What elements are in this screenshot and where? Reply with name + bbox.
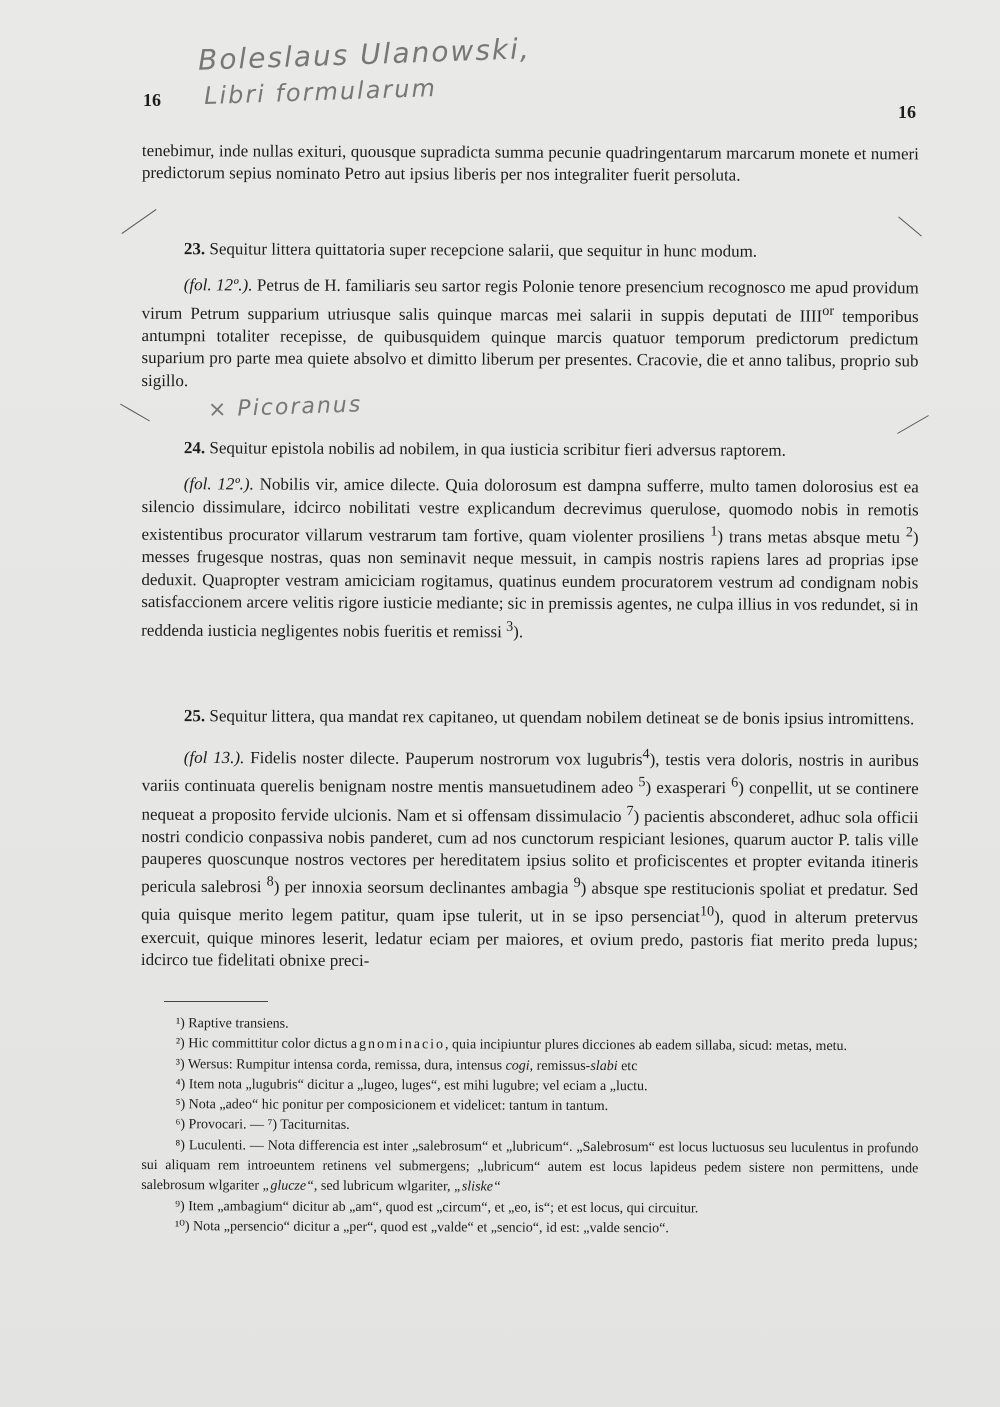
footnote-ref: 6 [731,775,739,792]
section-title: Sequitur epistola nobilis ad nobilem, in qua iusticia scribitur fieri adversus raptorem. [209,438,786,460]
body-text: temporibus antumpni totaliter recepisse, de quibusquidem quinque marcis quatuor temporum predictorum predictum suparium pro parte mea quiete absolvo et dimitto liberum per presentes. Cracovie, die et anno talibus, proprio sub sigillo. [141,306,919,390]
footnote-term: „sliske“ [454,1179,501,1195]
footnote-text: Taciturnitas. [280,1118,350,1134]
folio-reference: (fol. 12º.). [183,275,253,295]
section-23-title [142,238,919,264]
body-text: Fidelis noster dilecte. Pauperum nostrorum vox lugubris [250,748,643,770]
body-text: exasperari [651,778,727,798]
page-number-left: 16 [143,90,161,110]
footnote-text: Raptive transiens. [188,1016,289,1032]
footnote-ref: 9 [573,875,581,892]
footnote-text: Luculenti. — Nota differencia est inter „salebrosum“ et „lubricum“. „Salebrosum“ est locus luctuosus seu luculentus in profundo sui aliquam rem introeuntem retinens vel submergens; „lubricum“ autem est locus lapideus pedem sistere non permittens, unde salebrosum wlgariter [141,1137,919,1194]
footnote-marker: ⁸) [175,1137,186,1153]
section-25 [141,705,919,975]
margin-mark [897,415,929,434]
footnote-text: Nota „persencio“ dicitur a „per“, quod est „valde“ et „sencio“, id est: „valde sencio“. [193,1219,669,1237]
footnote-marker: ⁵) [175,1097,186,1113]
body-text: trans metas absque metu [723,527,901,548]
body-text: absque spe restitucionis spoliat et predatur. Sed quia quisque merito legem patitur, quam ipse tulerit, ut in se ipso persenciat [141,879,919,927]
footnote-marker: ⁴) [175,1077,186,1093]
footnote-ref: 5 [638,774,646,791]
footnote-text: Item „ambagium“ dicitur ab „am“, quod est „circum“, et „eo, is“; et est locus, qui circuitur. [188,1198,699,1217]
section-title: Sequitur littera quittatoria super recepcione salarii, que sequitur in hunc modum. [209,239,758,261]
margin-mark [122,209,157,234]
footnote-ref: 2 [905,524,913,541]
body-text: . [518,621,524,641]
footnote-marker: ²) [175,1036,185,1052]
footnote-2 [142,1034,919,1058]
footnote-marker: ³) [175,1056,185,1072]
footnote-ref: 10 [699,903,715,920]
footnote-marker: ⁷) [267,1118,278,1134]
footnote-term: „glucze“ [262,1178,314,1195]
section-25-body: (fol 13.). Fidelis noster dilecte. Pauperum nostrorum vox lugubris$^4$), testis vera doloris, nostris in auribus variis continuata querelis benignam nostre mentis mansuetudinem adeo $^5$) exasperari $^6$) conpellit, ut se continere nequeat a proposito fervide ulcionis. Nam et si offensam dissimulacio $^7$) pacientis absconderet, adhuc sola officii nostri condicio conpassiva nobis panderet, cum ad nos cunctorum respiciant lesiones, quarum auctor P. talis ville pauperes quoscunque nostros vectores per hereditatem ipsius solito et proficiscentes et propter evitanda itineris pericula salebrosi $^8$) per innoxia seorsum declinantes ambagia $^9$) absque spe restitucionis spoliat et predatur. Sed quia quisque merito legem patitur, quam ipse tulerit, ut in se ipso persenciat$^{10}$), quod in alterum pretervus exercuit, quique minores leserit, ledatur eciam per maiores, et ovium predo, pastoris fiat merito preda lupus; idcirco tue fidelitati obnixe preci- [140,746,919,970]
footnote-text: etc [617,1058,638,1074]
body-text: Nobilis vir, amice dilecte. Quia dolorosum est dampna sufferre, multo tamen dolorosius est ea silencio dissimulare, idcirco nobilitati vestre explicandum decrevimus querulose, quomodo nobis in remotis existentibus procurator villarum vestrarum tam fortive, quam violenter prosiliens [141,474,919,547]
footnote-term: agnominacio [350,1037,446,1053]
body-text: Petrus de H. familiaris seu sartor regis Polonie tenore presencium recognosco me apud providum virum Petrum supparium utriusque salis quinque marcas mei salarii in suppis deputati de IIII [141,275,919,326]
section-23-body [141,274,919,395]
footnotes [141,1014,919,1241]
footnote-ref: 8 [266,873,274,890]
section-24-title [142,437,919,463]
footnote-marker: ⁹) [175,1198,185,1214]
intro-paragraph [142,140,919,188]
margin-mark [120,404,150,422]
footnote-text: Provocari. — [188,1117,265,1134]
footnote-text: , remissus- [529,1058,591,1074]
body-text: , quod in alterum pretervus exercuit, quique minores leserit, ledatur eciam per maiores, et ovium predo, pastoris fiat merito preda lupus; idcirco tue fidelitati obnixe preci- [140,907,919,970]
section-24-body: (fol. 12º.). Nobilis vir, amice dilecte. Quia dolorosum est dampna sufferre, multo tamen dolorosius est ea silencio dissimulare, idcirco nobilitati vestre explicandum decrevimus querulose, quomodo nobis in remotis existentibus procurator villarum vestrarum tam fortive, quam violenter prosiliens $^1$) trans metas absque metu $^2$) messes frugesque nostras, quas non seminavit neque messuit, in campis nostris rapiens lares ad proprias ipse deduxit. Quapropter vestram amiciciam rogitamus, quatinus eundem procuratorem vestrum ad condignam nobis satisfaccionem arcere velitis rigore iusticie mediante; sic in premissis agentes, ne culpa illius in vos redundet, si in reddenda iusticia negligentes nobis fueritis et remissi $^3$). [141,474,919,641]
footnote-divider [164,1001,268,1002]
section-23 [141,238,919,395]
footnote-term: slabi [590,1058,618,1074]
body-text: messes frugesque nostras, quas non seminavit neque messuit, in campis nostris rapiens lares ad proprias ipse deduxit. Quapropter vestram amiciciam rogitamus, quatinus eundem procuratorem vestrum ad condignam nobis satisfaccionem arcere velitis rigore iusticie mediante; sic in premissis agentes, ne culpa illius in vos redundet, si in reddenda iusticia negligentes nobis fueritis et remissi [141,547,919,641]
handwritten-annotation: × Picoranus [207,392,363,423]
section-title: Sequitur littera, qua mandat rex capitaneo, ut quendam nobilem detineat se de bonis ipsius intromittens. [209,706,915,729]
footnote-text: Hic committitur color dictus [188,1036,351,1053]
footnote-10 [141,1217,918,1241]
margin-mark [898,216,922,236]
body-text: pacientis absconderet, adhuc sola officii nostri condicio conpassiva nobis panderet, cum ad nos cunctorum respiciant lesiones, quarum auctor P. talis ville pauperes quoscunque nostros vectores per hereditatem ipsius solito et proficiscentes et propter evitanda itineris pericula salebrosi [141,806,919,897]
footnote-text: Item nota „lugubris“ dicitur a „lugeo, luges“, est mihi lugubre; vel eciam a „luctu. [188,1077,648,1095]
footnote-ref: 7 [626,802,634,819]
footnote-marker: ⁶) [175,1117,186,1133]
footnote-marker: ¹) [175,1016,185,1032]
footnote-text: Nota „adeo“ hic ponitur per composicionem et videlicet: tantum in tantum. [188,1097,609,1115]
footnote-ref: 4 [642,746,650,763]
footnote-text: , quia incipiuntur plures dicciones ab eadem sillaba, sicud: metas, metu. [445,1037,848,1055]
page-number-right: 16 [898,102,916,122]
section-number: 24. [183,438,206,458]
footnote-ref: 1 [710,523,718,540]
section-25-title [142,705,919,731]
footnote-ref: 3 [506,618,514,635]
footnote-8 [141,1136,918,1200]
footnote-text: Wersus: Rumpitur intensa corda, remissa, dura, intensus [187,1056,506,1074]
footnote-text: , sed lubricum wlgariter, [313,1179,455,1195]
superscript: or [822,302,835,319]
intro-text: tenebimur, inde nullas exituri, quousque supradicta summa pecunie quadringentarum marcarum monete et numeri predictorum sepius nominato Petro aut ipsius liberis per nos integraliter fuerit persoluta. [141,140,919,186]
body-text: , testis vera doloris, nostris in auribus variis continuata querelis benignam nostre mentis mansuetudinem adeo [141,750,919,798]
handwritten-author: Boleslaus Ulanowski, [197,32,532,77]
handwritten-title: Libri formularum [203,73,438,111]
section-number: 25. [183,706,206,726]
footnote-term: cogi [505,1058,530,1074]
section-number: 23. [183,239,206,259]
footnote-marker: ¹⁰) [175,1219,190,1235]
folio-reference: (fol 13.). [183,748,245,768]
body-text: per innoxia seorsum declinantes ambagia [279,877,569,898]
body-text: conpellit, ut se continere nequeat a proposito fervide ulcionis. Nam et si offensam dissimulacio [141,778,919,826]
section-24 [141,437,919,645]
folio-reference: (fol. 12º.). [183,474,254,494]
